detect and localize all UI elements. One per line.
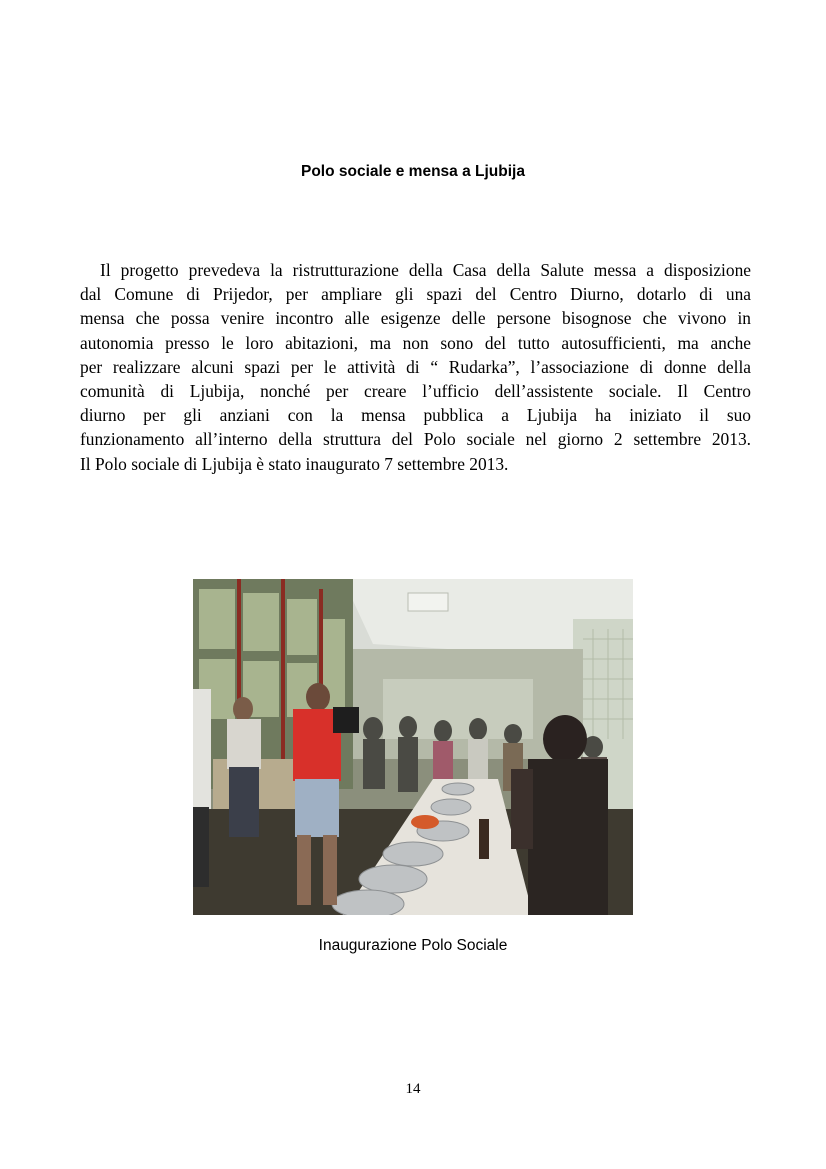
- page-title: Polo sociale e mensa a Ljubija: [301, 163, 525, 180]
- paragraph-line: funzionamento all’interno della struttura del Polo sociale nel giorno 2 settembre 2013.: [80, 429, 751, 450]
- paragraph-line: per realizzare alcuni spazi per le attività di “ Rudarka”, l’associazione di donne della: [80, 356, 751, 377]
- inauguration-photo: [193, 579, 633, 915]
- paragraph-line: comunità di Ljubija, nonché per creare l’ufficio dell’assistente sociale. Il Centro: [80, 380, 751, 401]
- paragraph-line: Il Polo sociale di Ljubija è stato inaugurato 7 settembre 2013.: [80, 453, 509, 474]
- page-number: 14: [405, 1081, 421, 1097]
- paragraph-line: mensa che possa venire incontro alle esigenze delle persone bisognose che vivono in: [80, 308, 751, 329]
- paragraph-line: dal Comune di Prijedor, per ampliare gli spazi del Centro Diurno, dotarlo di una: [80, 284, 751, 305]
- photo-caption: Inaugurazione Polo Sociale: [318, 937, 508, 954]
- paragraph-line: autonomia presso le loro abitazioni, ma non sono del tutto autosufficienti, ma anche: [80, 332, 751, 353]
- paragraph-line: Il progetto prevedeva la ristrutturazione della Casa della Salute messa a disposizione: [80, 260, 751, 280]
- body-paragraph: [80, 258, 751, 476]
- paragraph-line: diurno per gli anziani con la mensa pubblica a Ljubija ha iniziato il suo: [80, 405, 751, 426]
